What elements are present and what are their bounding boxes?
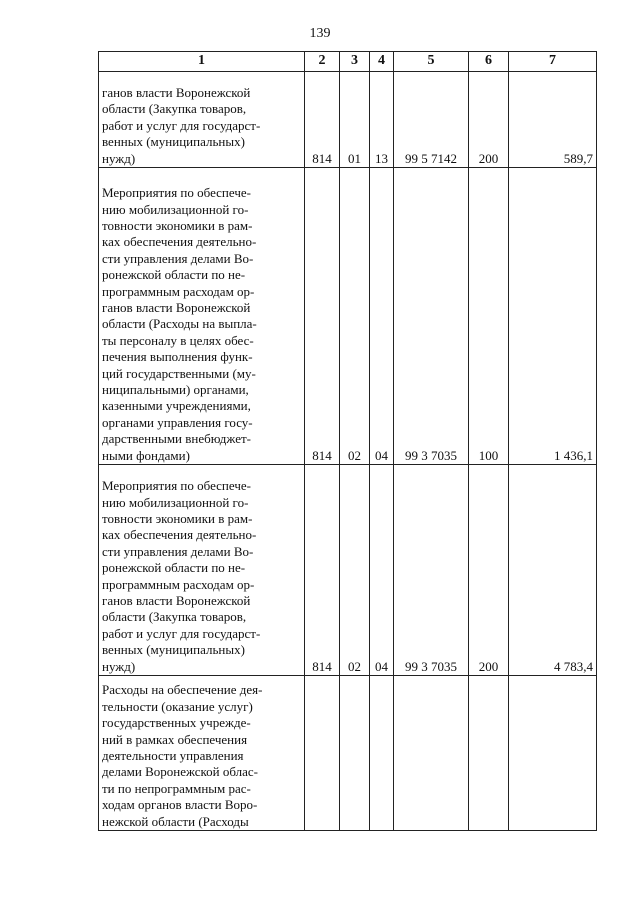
target-article-cell: 99 3 7035 bbox=[394, 465, 469, 676]
header-col-7: 7 bbox=[509, 52, 597, 72]
target-article-cell bbox=[394, 676, 469, 831]
page-number: 139 bbox=[309, 26, 331, 41]
expense-name-line: ках обеспечения деятельно- bbox=[102, 527, 257, 543]
expense-name-line: органами управления госу- bbox=[102, 414, 253, 430]
expense-name-line: делами Воронежской облас- bbox=[102, 764, 258, 780]
expense-name-line: ты персоналу в целях обес- bbox=[102, 332, 254, 348]
expense-name-line: сти управления делами Во- bbox=[102, 250, 254, 266]
expense-name-line: венных (муниципальных) bbox=[102, 642, 245, 658]
expense-name-line: области (Закупка товаров, bbox=[102, 101, 247, 117]
table-row bbox=[99, 168, 597, 465]
expense-name-cell bbox=[99, 72, 305, 168]
expense-name-line: программным расходам ор- bbox=[102, 283, 255, 299]
expense-name-line: ний в рамках обеспечения bbox=[102, 731, 248, 747]
expense-name-line: нежской области (Расходы bbox=[102, 813, 249, 829]
expense-name-line: ганов власти Воронежской bbox=[102, 299, 251, 315]
header-col-4: 4 bbox=[370, 52, 394, 72]
section-code-cell: 02 bbox=[340, 465, 370, 676]
expense-type-cell: 200 bbox=[469, 72, 509, 168]
header-col-3: 3 bbox=[340, 52, 370, 72]
expense-name-line: венных (муниципальных) bbox=[102, 134, 245, 150]
expense-name-line: деятельности управления bbox=[102, 747, 244, 763]
amount-cell: 4 783,4 bbox=[509, 465, 597, 676]
section-code-cell: 01 bbox=[340, 72, 370, 168]
table-row bbox=[99, 676, 597, 831]
expense-name-line: ганов власти Воронежской bbox=[102, 84, 251, 100]
expense-name-cell bbox=[99, 676, 305, 831]
subsection-code-cell: 04 bbox=[370, 168, 394, 465]
section-code-cell bbox=[340, 676, 370, 831]
amount-cell: 1 436,1 bbox=[509, 168, 597, 465]
expense-name-line: работ и услуг для государст- bbox=[102, 117, 261, 133]
expense-name-line: товности экономики в рам- bbox=[102, 217, 253, 233]
expense-name-cell bbox=[99, 465, 305, 676]
expense-name-line: области (Закупка товаров, bbox=[102, 609, 247, 625]
expense-name-line: ти по непрограммным рас- bbox=[102, 780, 251, 796]
expense-name-line: нию мобилизационной го- bbox=[102, 201, 249, 217]
header-col-1: 1 bbox=[99, 52, 305, 72]
expense-name-line: казенными учреждениями, bbox=[102, 398, 251, 414]
expense-name-line: Мероприятия по обеспече- bbox=[102, 185, 251, 201]
target-article-cell: 99 5 7142 bbox=[394, 72, 469, 168]
header-row bbox=[99, 52, 597, 72]
target-article-cell: 99 3 7035 bbox=[394, 168, 469, 465]
expense-type-cell: 100 bbox=[469, 168, 509, 465]
section-code-cell: 02 bbox=[340, 168, 370, 465]
expense-name-line: ниципальными) органами, bbox=[102, 381, 249, 397]
expense-name-line: сти управления делами Во- bbox=[102, 543, 254, 559]
expense-name-line: дарственными внебюджет- bbox=[102, 431, 251, 447]
amount-cell bbox=[509, 676, 597, 831]
expense-name-line: ций государственными (му- bbox=[102, 365, 256, 381]
table-body bbox=[99, 72, 597, 831]
amount-cell: 589,7 bbox=[509, 72, 597, 168]
expense-name-line: области (Расходы на выпла- bbox=[102, 316, 257, 332]
expense-name-line: ными фондами) bbox=[102, 447, 190, 463]
expense-name-line: печения выполнения функ- bbox=[102, 349, 253, 365]
ministry-code-cell: 814 bbox=[305, 168, 340, 465]
expense-name-line: нию мобилизационной го- bbox=[102, 494, 249, 510]
header-col-6: 6 bbox=[469, 52, 509, 72]
table-row bbox=[99, 465, 597, 676]
expense-name-cell bbox=[99, 168, 305, 465]
expense-name-line: ганов власти Воронежской bbox=[102, 592, 251, 608]
expense-name-line: тельности (оказание услуг) bbox=[102, 698, 253, 714]
subsection-code-cell: 04 bbox=[370, 465, 394, 676]
subsection-code-cell: 13 bbox=[370, 72, 394, 168]
ministry-code-cell bbox=[305, 676, 340, 831]
expense-name-line: государственных учрежде- bbox=[102, 715, 251, 731]
budget-table bbox=[98, 51, 597, 831]
expense-name-line: программным расходам ор- bbox=[102, 576, 255, 592]
header-col-2: 2 bbox=[305, 52, 340, 72]
expense-name-line: нужд) bbox=[102, 150, 136, 166]
expense-type-cell: 200 bbox=[469, 465, 509, 676]
ministry-code-cell: 814 bbox=[305, 465, 340, 676]
expense-type-cell bbox=[469, 676, 509, 831]
expense-name-line: Мероприятия по обеспече- bbox=[102, 478, 251, 494]
ministry-code-cell: 814 bbox=[305, 72, 340, 168]
header-col-5: 5 bbox=[394, 52, 469, 72]
subsection-code-cell bbox=[370, 676, 394, 831]
table-row bbox=[99, 72, 597, 168]
expense-name-line: товности экономики в рам- bbox=[102, 510, 253, 526]
expense-name-line: нужд) bbox=[102, 658, 136, 674]
expense-name-line: ках обеспечения деятельно- bbox=[102, 234, 257, 250]
expense-name-line: работ и услуг для государст- bbox=[102, 625, 261, 641]
expense-name-line: ронежской области по не- bbox=[102, 560, 246, 576]
expense-name-line: ронежской области по не- bbox=[102, 267, 246, 283]
expense-name-line: ходам органов власти Воро- bbox=[102, 797, 258, 813]
expense-name-line: Расходы на обеспечение дея- bbox=[102, 682, 263, 698]
